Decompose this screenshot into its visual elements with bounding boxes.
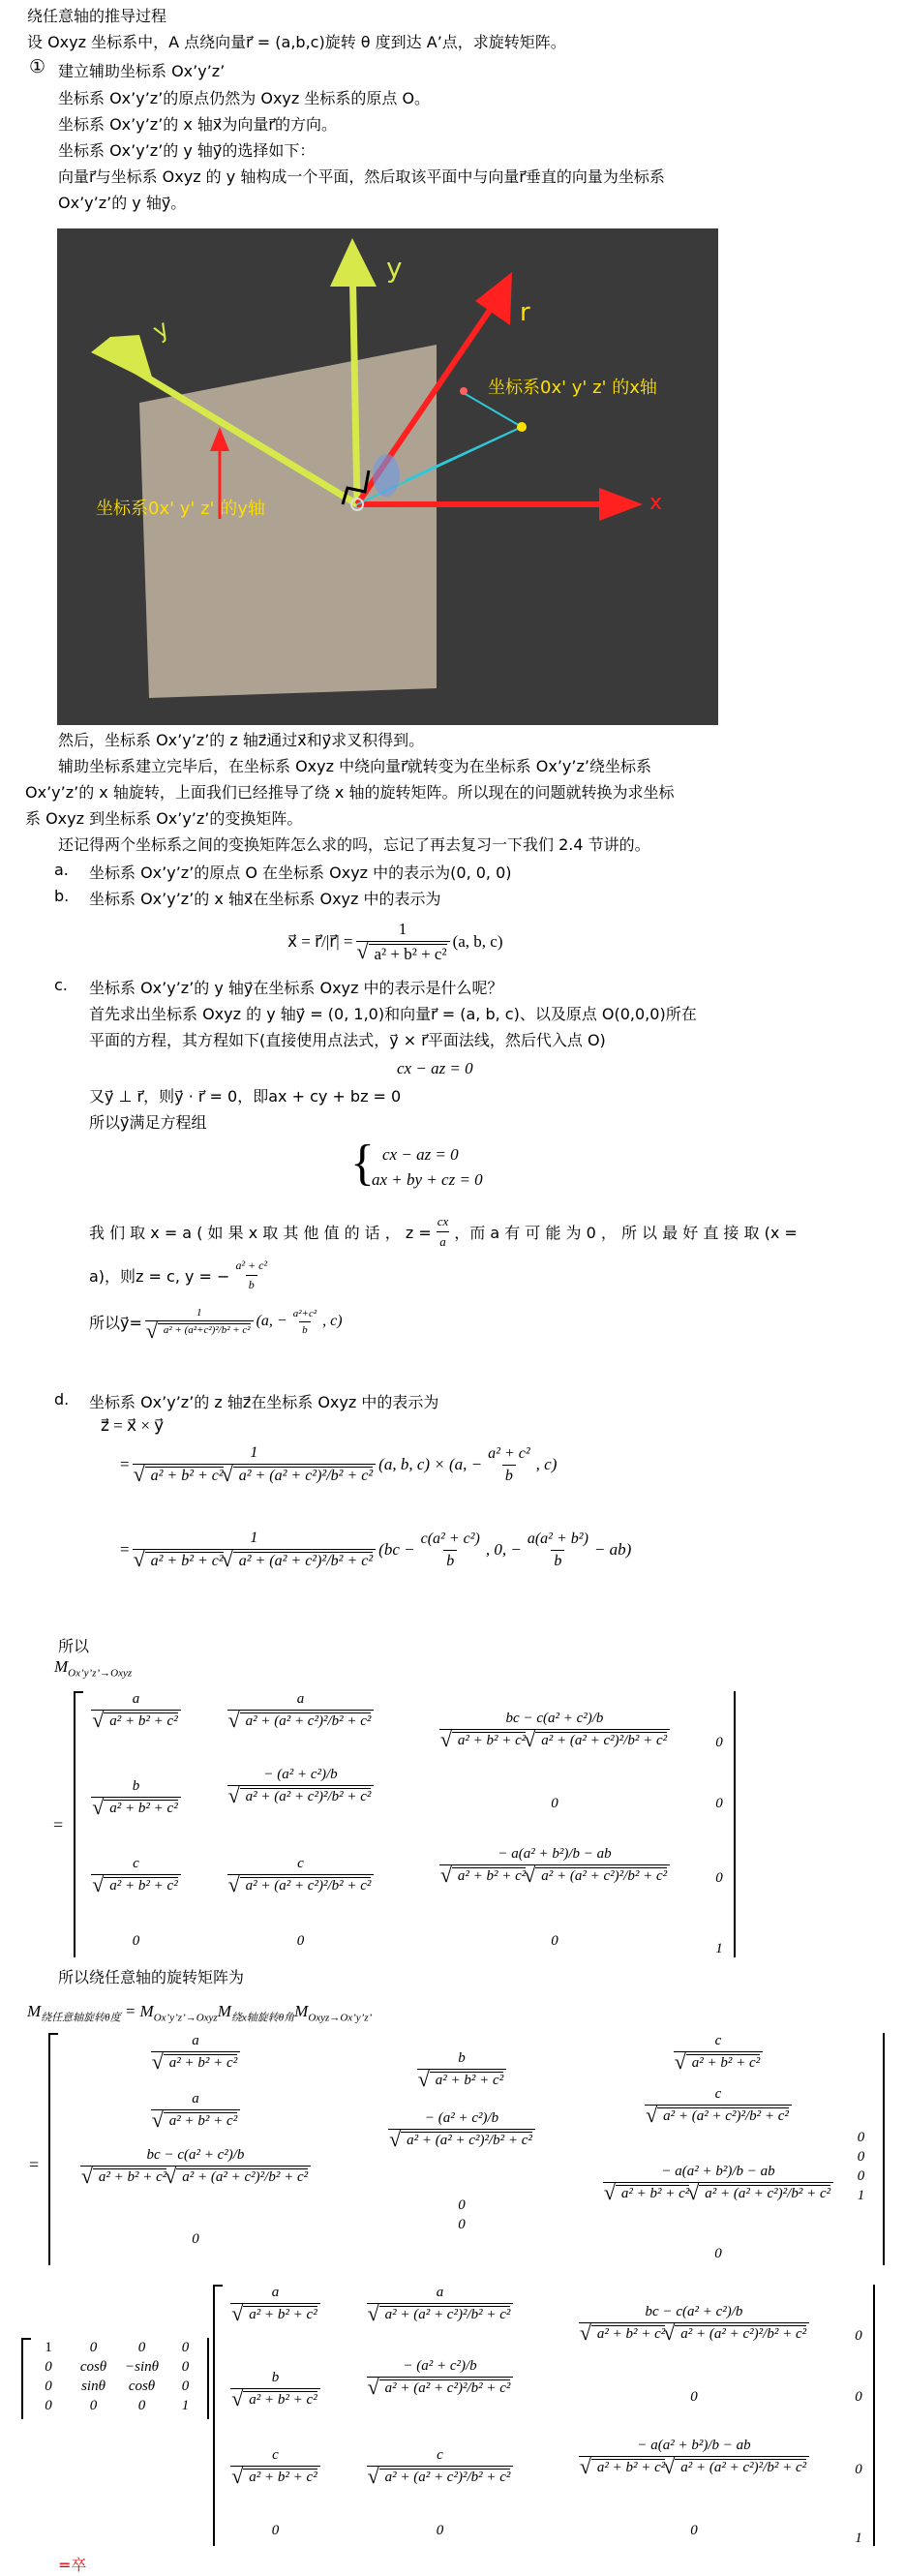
m24: 0 — [715, 1796, 723, 1811]
item-c-line-3: 平面的方程，其方程如下(直接使用点法式，y⃗ × r⃗平面法线，然后代入点 O) — [89, 1031, 606, 1049]
eq-x-axis — [287, 920, 502, 964]
m12: a √ a² + (a² + c²)²/b² + c² — [206, 1691, 395, 1730]
after-line-1: 然后，坐标系 Ox’y’z’的 z 轴z⃗通过x⃗和y⃗求叉积得到。 — [58, 731, 425, 749]
rx-13: 0 — [137, 2340, 146, 2355]
eq-plane: cx − az = 0 — [397, 1059, 473, 1077]
step1-line-4: 向量r⃗与坐标系 Oxyz 的 y 轴构成一个平面，然后取该平面中与向量r⃗垂直的向量为坐标系 — [58, 167, 665, 186]
rx-41: 0 — [45, 2398, 52, 2413]
n23: 0 — [690, 2389, 698, 2405]
point-a-prime — [460, 387, 468, 395]
n21: b √ a² + b² + c² — [215, 2370, 336, 2409]
rx-23: −sinθ — [125, 2359, 159, 2375]
step1-line-2: 坐标系 Ox’y’z’的 x 轴x⃗为向量r⃗的方向。 — [58, 115, 337, 134]
t13: c √ a² + b² + c² — [592, 2033, 844, 2072]
x-axis-arrow — [599, 488, 643, 521]
item-d-text: 坐标系 Ox’y’z’的 z 轴z⃗在坐标系 Oxyz 中的表示为 — [89, 1393, 439, 1411]
rot-label: 所以绕任意轴的旋转矩阵为 — [58, 1968, 245, 1986]
t31: bc − c(a² + c²)/b √ a² + b² + c²√ a² + (a² + c²)²/b² + c² — [50, 2147, 341, 2186]
m41: 0 — [132, 1933, 140, 1949]
item-c-text: 坐标系 Ox’y’z’的 y 轴y⃗在坐标系 Oxyz 中的表示是什么呢？ — [89, 979, 503, 997]
n31: c √ a² + b² + c² — [215, 2447, 336, 2486]
n12: a √ a² + (a² + c²)²/b² + c² — [346, 2285, 534, 2323]
rx-42: 0 — [89, 2398, 98, 2413]
rx-11: 1 — [45, 2340, 52, 2355]
step1-line-1: 坐标系 Ox’y’z’的原点仍然为 Oxyz 坐标系的原点 O。 — [58, 89, 431, 107]
rotation-marker — [373, 454, 400, 497]
point-a — [517, 422, 527, 432]
final-result: =卒 — [58, 2556, 87, 2574]
t12: b √ a² + b² + c² — [341, 2050, 583, 2089]
item-c-line-7: a)，则z = c, y = − $\frac{\text{a² + c²}}{b}$ — [89, 1258, 268, 1291]
rx-44: 1 — [181, 2398, 190, 2413]
m43: 0 — [551, 1933, 558, 1949]
axis-figure — [57, 228, 718, 725]
m22: − (a² + c²)/b √ a² + (a² + c²)²/b² + c² — [206, 1767, 395, 1805]
item-a-marker: a. — [54, 861, 69, 879]
item-c-line-8: 所以y⃗= 1 √ a² + (a²+c²)²/b² + c² (a, − $\frac{\text{a²+c²}}{b}$ , c) — [89, 1307, 343, 1336]
n41: 0 — [271, 2523, 280, 2538]
rx-31: 0 — [45, 2379, 52, 2394]
caption-y-axis: 坐标系0x' y' z' 的y轴 — [96, 499, 265, 519]
transform-matrix — [74, 1691, 736, 1957]
n14: 0 — [855, 2328, 862, 2344]
y-axis-line — [352, 258, 357, 504]
r-vector-arrow — [475, 272, 512, 325]
yprime-axis-label: y — [148, 314, 174, 346]
intro-line: 设 Oxyz 坐标系中，A 点绕向量r⃗ = (a,b,c)旋转 θ 度到达 A’点，求旋转矩阵。 — [27, 33, 566, 51]
item-d-marker: d. — [54, 1390, 70, 1409]
m13: bc − c(a² + c²)/b √ a² + b² + c²√ a² + (a² + c²)²/b² + c² — [400, 1711, 709, 1749]
eq-x-frac: 1 √ a² + b² + c² — [356, 920, 450, 964]
rot-equation: $M_{绕任意轴旋转\theta 度} = M_{Ox’y’z’\to Oxyz}M_{绕x轴旋转\theta 角}M_{Oxyz\to Ox’y’z’}$ — [27, 2002, 373, 2024]
after-line-5: 还记得两个坐标系之间的变换矩阵怎么求的吗，忘记了再去复习一下我们 2.4 节讲的。 — [58, 835, 650, 854]
y-axis-arrow — [330, 238, 377, 287]
t42: 0 — [458, 2217, 466, 2232]
t32: 0 — [458, 2197, 466, 2213]
y-axis-label: y — [386, 252, 403, 284]
after-line-2: 辅助坐标系建立完毕后，在坐标系 Oxyz 中绕向量r⃗就转变为在坐标系 Ox’y’z’绕坐标系 — [58, 757, 651, 775]
yprime-axis-arrow — [91, 335, 154, 383]
m23: 0 — [551, 1796, 558, 1811]
item-a-text: 坐标系 Ox’y’z’的原点 O 在坐标系 Oxyz 中的表示为(0, 0, 0) — [89, 864, 512, 882]
rx-33: cosθ — [128, 2379, 156, 2394]
item-c-line-4: 又y⃗ ⊥ r⃗，则y⃗ · r⃗ = 0，即ax + cy + bz = 0 — [89, 1087, 402, 1106]
n33: − a(a² + b²)/b − ab √ a² + b² + c²√ a² + (a² + c²)²/b² + c² — [539, 2438, 849, 2476]
x-axis-label: x — [649, 491, 663, 515]
item-c-line-2: 首先求出坐标系 Oxyz 的 y 轴y⃗ = (0, 1,0)和向量r⃗ = (a, b, c)、以及原点 O(0,0,0)所在 — [89, 1005, 697, 1023]
t22: − (a² + c²)/b √ a² + (a² + c²)²/b² + c² — [341, 2110, 583, 2149]
n43: 0 — [690, 2523, 698, 2538]
item-c-line-6: 我 们 取 x = a ( 如 果 x 取 其 他 值 的 话 ， z = $\frac{cx}{a}$ ，而 a 有 可 能 为 0 ， 所 以 最 好 直 接 取 (x = — [89, 1214, 798, 1249]
m31: c √ a² + b² + c² — [75, 1856, 196, 1894]
rx-12: 0 — [89, 2340, 98, 2355]
cyan-line-2 — [464, 393, 522, 427]
rx-24: 0 — [181, 2359, 190, 2375]
m44: 1 — [715, 1941, 723, 1956]
rx-22: cosθ — [79, 2359, 107, 2375]
system-brace: { — [350, 1136, 375, 1191]
n22: − (a² + c²)/b √ a² + (a² + c²)²/b² + c² — [346, 2358, 534, 2397]
system-eq-1: cx − az = 0 — [382, 1145, 459, 1164]
step1-heading: 建立辅助坐标系 Ox’y’z’ — [58, 62, 226, 80]
t-col4-3: 1 — [857, 2188, 865, 2203]
m34: 0 — [715, 1870, 723, 1886]
eq-z-result: = 1 √ a² + b² + c²√ a² + (a² + c²)²/b² + c² (bc − $\frac{\text{c(a² + c²)}}{b}$ , 0, − $\frac{\text{a(a² + b²)}}{b}$ − ab) — [120, 1530, 631, 1570]
axis-figure-svg — [57, 228, 718, 725]
t21: a √ a² + b² + c² — [50, 2091, 341, 2130]
m42: 0 — [296, 1933, 305, 1949]
step1-line-3: 坐标系 Ox’y’z’的 y 轴y⃗的选择如下： — [58, 141, 316, 160]
n42: 0 — [436, 2523, 444, 2538]
so-label: 所以 — [58, 1637, 90, 1655]
r-vector-label: r — [520, 298, 530, 327]
item-c-line-5: 所以y⃗满足方程组 — [89, 1113, 207, 1132]
n34: 0 — [855, 2462, 862, 2477]
eq-x-tail: (a, b, c) — [452, 932, 503, 951]
system-eq-2: ax + by + cz = 0 — [372, 1170, 483, 1189]
item-c-marker: c. — [54, 976, 68, 994]
rx-21: 0 — [45, 2359, 52, 2375]
rx-14: 0 — [181, 2340, 190, 2355]
eq-x-lhs: x⃗ = r⃗/|r⃗| = — [287, 932, 353, 951]
t41: 0 — [192, 2231, 199, 2247]
step1-badge: ① — [29, 56, 46, 77]
n11: a √ a² + b² + c² — [215, 2285, 336, 2323]
item-b-text: 坐标系 Ox’y’z’的 x 轴x⃗在坐标系 Oxyz 中的表示为 — [89, 890, 441, 908]
matrix-eq-sign-2: = — [29, 2155, 40, 2174]
rotation-x-matrix — [21, 2338, 209, 2419]
m14: 0 — [715, 1735, 723, 1750]
eq-z-cross: z⃗ = x⃗ × y⃗ — [101, 1416, 165, 1435]
t33: − a(a² + b²)/b − ab √ a² + b² + c²√ a² + (a² + c²)²/b² + c² — [592, 2164, 844, 2202]
after-line-3: Ox’y’z’的 x 轴旋转，上面我们已经推导了绕 x 轴的旋转矩阵。所以现在的问题就转换为求坐标 — [25, 783, 675, 802]
transform-matrix-2 — [213, 2285, 875, 2546]
m32: c √ a² + (a² + c²)²/b² + c² — [206, 1856, 395, 1894]
n24: 0 — [855, 2389, 862, 2405]
transpose-matrix — [48, 2033, 885, 2265]
m21: b √ a² + b² + c² — [75, 1778, 196, 1817]
m33: − a(a² + b²)/b − ab √ a² + b² + c²√ a² + (a² + c²)²/b² + c² — [400, 1846, 709, 1885]
item-b-marker: b. — [54, 887, 70, 905]
n13: bc − c(a² + c²)/b √ a² + b² + c²√ a² + (a² + c²)²/b² + c² — [539, 2304, 849, 2343]
t23: c √ a² + (a² + c²)²/b² + c² — [592, 2086, 844, 2125]
t-col4-1: 0 — [857, 2149, 865, 2165]
rx-34: 0 — [181, 2379, 190, 2394]
after-line-4: 系 Oxyz 到坐标系 Ox’y’z’的变换矩阵。 — [25, 809, 303, 828]
step1-line-5: Ox’y’z’的 y 轴y⃗。 — [58, 194, 187, 212]
t-col4-0: 0 — [857, 2130, 865, 2145]
rx-43: 0 — [137, 2398, 146, 2413]
rx-32: sinθ — [81, 2379, 106, 2394]
m11: a √ a² + b² + c² — [75, 1691, 196, 1730]
caption-x-axis: 坐标系0x' y' z' 的x轴 — [488, 378, 657, 398]
matrix-label-1: $M_{Ox’y’z’\to Oxyz}$ — [54, 1657, 133, 1680]
n32: c √ a² + (a² + c²)²/b² + c² — [346, 2447, 534, 2486]
t11: a √ a² + b² + c² — [50, 2033, 341, 2072]
n44: 1 — [855, 2531, 862, 2546]
t43: 0 — [714, 2246, 722, 2261]
eq-z-expanded: = 1 √ a² + b² + c²√ a² + (a² + c²)²/b² + c² (a, b, c) × (a, − $\frac{\text{a² + c²}}{b}$ , c) — [120, 1444, 557, 1485]
t-col4-2: 0 — [857, 2168, 865, 2184]
matrix-eq-sign-1: = — [53, 1815, 64, 1834]
doc-title: 绕任意轴的推导过程 — [27, 7, 167, 25]
